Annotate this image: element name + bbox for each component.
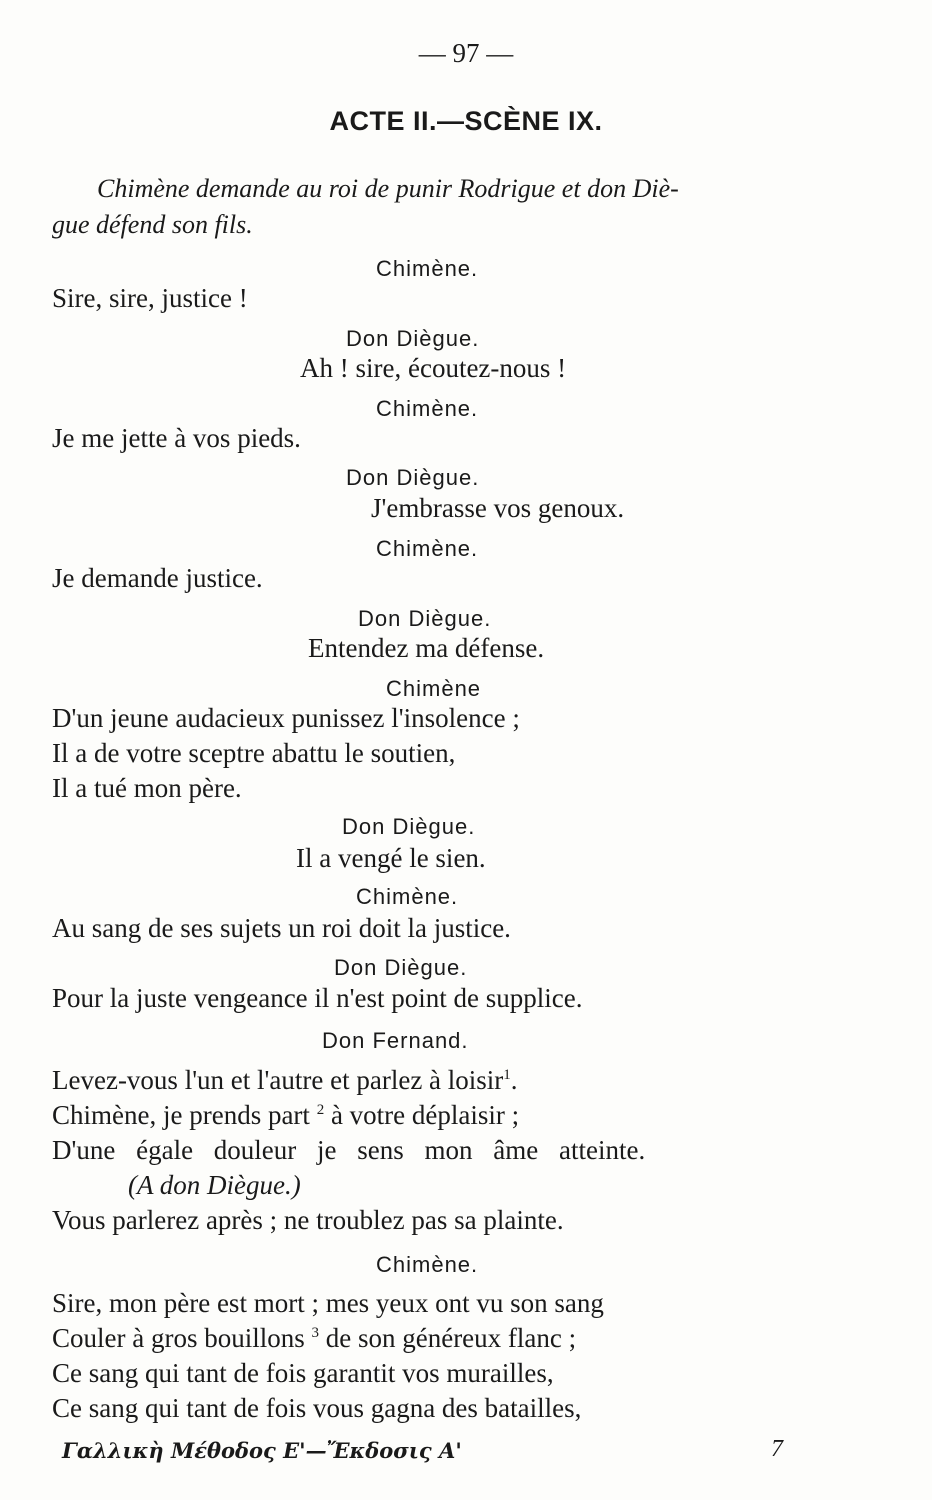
verse-line <box>52 1065 518 1096</box>
speaker-don-diegue: Don Diègue. <box>346 326 480 351</box>
verse-line: D'un jeune audacieux punissez l'insolence ; <box>52 703 520 733</box>
footer-signature-number: 7 <box>771 1436 783 1462</box>
verse-line: J'embrasse vos genoux. <box>371 493 625 523</box>
footer-book-title: Γαλλικὴ Μέθοδος Ε'—Ἔκδοσις Α' <box>62 1438 462 1463</box>
verse-line: Ah ! sire, écoutez-nous ! <box>300 353 567 383</box>
speaker-chimene: Chimène. <box>376 1252 479 1277</box>
scene-summary-line-1: Chimène demande au roi de punir Rodrigue et don Diè- <box>97 174 679 203</box>
verse-line: Il a vengé le sien. <box>296 843 486 873</box>
verse-line: Il a de votre sceptre abattu le soutien, <box>52 738 456 768</box>
footnote-marker: 3 <box>311 1325 319 1341</box>
verse-line: Au sang de ses sujets un roi doit la justice. <box>52 913 511 943</box>
verse-text: Chimène, je prends part <box>52 1100 310 1130</box>
verse-line: Entendez ma défense. <box>308 633 545 663</box>
scene-heading: ACTE II.—SCÈNE IX. <box>329 106 603 136</box>
verse-line: D'une égale douleur je sens mon âme atteinte. <box>52 1135 646 1165</box>
verse-line: Pour la juste vengeance il n'est point de supplice. <box>52 983 583 1013</box>
verse-line: Ce sang qui tant de fois garantit vos murailles, <box>52 1358 554 1388</box>
speaker-chimene: Chimène. <box>376 536 479 561</box>
verse-line <box>52 1323 576 1354</box>
speaker-chimene: Chimène. <box>356 884 459 909</box>
verse-line: Il a tué mon père. <box>52 773 242 803</box>
verse-text: Couler à gros bouillons <box>52 1323 305 1353</box>
verse-line: Je me jette à vos pieds. <box>52 423 301 453</box>
verse-line: Sire, sire, justice ! <box>52 283 248 313</box>
speaker-don-diegue: Don Diègue. <box>334 955 468 980</box>
scene-summary-line-2: gue défend son fils. <box>52 210 253 239</box>
speaker-chimene: Chimène. <box>376 396 479 421</box>
footnote-marker: 2 <box>316 1102 325 1118</box>
verse-line: Ce sang qui tant de fois vous gagna des batailles, <box>52 1393 582 1423</box>
speaker-chimene: Chimène. <box>376 256 479 281</box>
verse-line: Vous parlerez après ; ne troublez pas sa plainte. <box>52 1205 564 1235</box>
page-number: — 97 — <box>418 38 514 68</box>
verse-line <box>52 1100 519 1131</box>
stage-direction: (A don Diègue.) <box>128 1170 301 1200</box>
footnote-marker: 1 <box>503 1067 511 1083</box>
verse-text: Levez-vous l'un et l'autre et parlez à loisir <box>52 1065 504 1095</box>
verse-text: de son généreux flanc ; <box>318 1323 577 1353</box>
speaker-don-diegue: Don Diègue. <box>358 606 492 631</box>
speaker-chimene: Chimène <box>386 676 482 701</box>
verse-line: Je demande justice. <box>52 563 263 593</box>
verse-line: Sire, mon père est mort ; mes yeux ont vu son sang <box>52 1288 604 1318</box>
speaker-don-diegue: Don Diègue. <box>346 465 480 490</box>
verse-punctuation: . <box>510 1065 518 1095</box>
speaker-don-fernand: Don Fernand. <box>322 1028 469 1053</box>
verse-text: à votre déplaisir ; <box>324 1100 520 1130</box>
speaker-don-diegue: Don Diègue. <box>342 814 476 839</box>
